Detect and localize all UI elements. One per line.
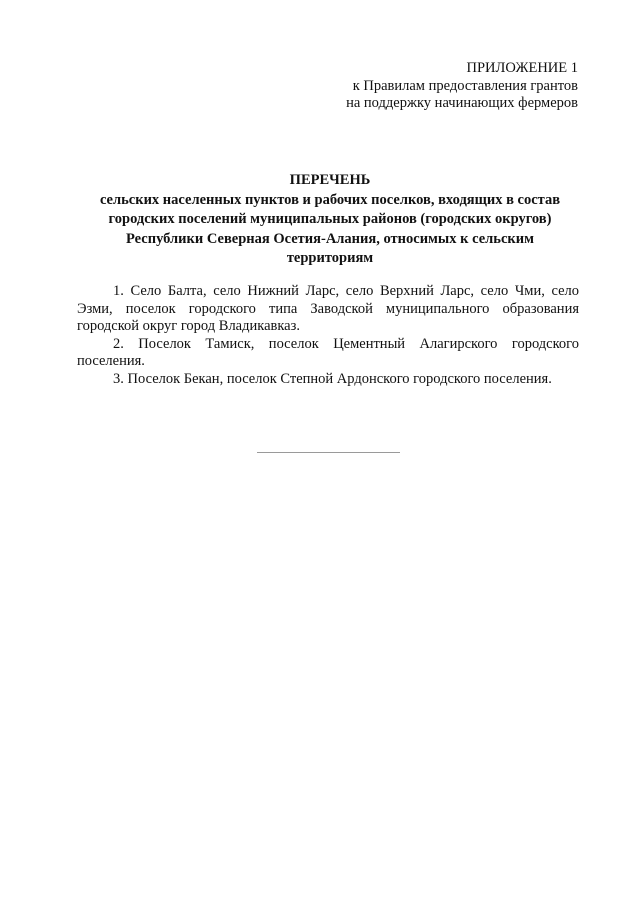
- appendix-rules-line: к Правилам предоставления грантов: [352, 77, 578, 94]
- list-item: 2. Поселок Тамиск, поселок Цементный Алагирского городского поселения.: [77, 335, 579, 370]
- heading-title: ПЕРЕЧЕНЬ: [289, 172, 371, 188]
- document-heading: [70, 171, 590, 269]
- list-item: 3. Поселок Бекан, поселок Степной Ардонского городского поселения.: [113, 370, 552, 387]
- heading-line-1: сельских населенных пунктов и рабочих поселков, входящих в состав: [99, 191, 561, 208]
- settlement-list: [77, 283, 579, 389]
- end-divider: [257, 452, 400, 453]
- heading-line-4: территориям: [286, 250, 374, 266]
- heading-line-3: Республики Северная Осетия-Алания, относимых к сельским: [126, 230, 534, 247]
- appendix-farmers-line: на поддержку начинающих фермеров: [346, 95, 578, 111]
- appendix-title: ПРИЛОЖЕНИЕ 1: [466, 60, 578, 76]
- heading-line-2: городских поселений муниципальных районов (городских округов): [108, 211, 552, 227]
- list-item: 1. Село Балта, село Нижний Ларс, село Верхний Ларс, село Чми, село Эзми, поселок городского типа Заводской муниципального образования городской округ город Владикавказ.: [77, 283, 579, 335]
- appendix-header: [278, 60, 578, 113]
